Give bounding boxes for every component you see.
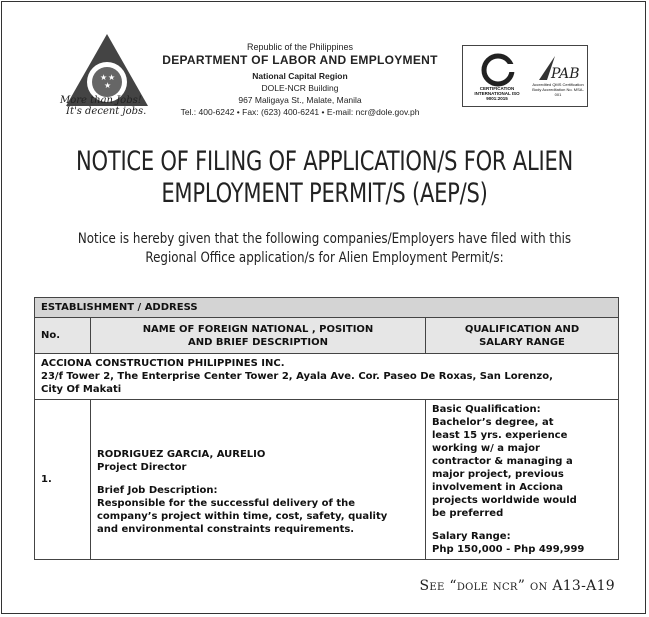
footer-see: See <box>419 578 445 594</box>
brief-description-line-2: company’s project within time, cost, safety, quality <box>97 511 388 522</box>
intro-line-2: Regional Office application/s for Alien Employment Permit/s: <box>145 250 504 266</box>
aep-table <box>34 297 619 560</box>
qualification-line-4: contractor & managing a <box>432 456 573 467</box>
qualification-line-7: projects worldwide would <box>432 495 577 506</box>
column-qual-line-1: QUALIFICATION AND <box>464 323 580 335</box>
brief-description-label: Brief Job Description: <box>97 485 218 496</box>
svg-text:★: ★ <box>104 81 112 90</box>
qualification-line-6: involvement in Acciona <box>432 482 564 493</box>
establishment-header-row <box>35 298 619 318</box>
column-qual-line-2: SALARY RANGE <box>479 336 565 348</box>
establishment-header: ESTABLISHMENT / ADDRESS <box>35 298 619 318</box>
column-name <box>91 318 426 354</box>
column-name-line-2: AND BRIEF DESCRIPTION <box>188 336 328 348</box>
region-name: National Capital Region <box>252 71 348 81</box>
qualification-cell <box>426 400 619 560</box>
tagline-line-1: More than Jobs! <box>60 95 142 106</box>
notice-intro <box>58 230 590 268</box>
qualification-label: Basic Qualification: <box>432 404 541 415</box>
company-row <box>35 354 619 400</box>
column-header-row <box>35 318 619 354</box>
company-cell <box>35 354 619 400</box>
salary-range-value: Php 150,000 - Php 499,999 <box>432 544 585 555</box>
letterhead <box>0 0 649 130</box>
iso-cert-text: CERTIFICATION INTERNATIONAL ISO 9001:2015 <box>474 86 520 101</box>
table-row <box>35 400 619 560</box>
column-qualification <box>426 318 619 354</box>
name-position-cell <box>91 400 426 560</box>
qualification-line-1: Bachelor’s degree, at <box>432 417 554 428</box>
intro-line-1: Notice is hereby given that the following companies/Employers have filed with this <box>77 231 572 247</box>
svg-text:PAB: PAB <box>551 66 580 82</box>
column-name-line-1: NAME OF FOREIGN NATIONAL , POSITION <box>142 323 374 335</box>
tagline-line-2: It's decent jobs. <box>66 106 147 117</box>
notice-title-line-2: EMPLOYMENT PERMIT/S (AEP/S) <box>161 178 488 209</box>
svg-text:★: ★ <box>100 73 108 82</box>
footer-pages: A13-A19 <box>552 578 615 594</box>
building-name: DOLE-NCR Building <box>261 83 339 93</box>
address-text: 967 Maligaya St., Malate, Manila <box>238 95 362 105</box>
column-no: No. <box>35 318 91 354</box>
salary-range-label: Salary Range: <box>432 531 511 542</box>
pab-cert-text: Accredited QMS Certification Body Accreditation No. MSA-001 <box>532 82 584 97</box>
footer-ref: “dole ncr” <box>449 578 526 594</box>
footer-on: on <box>529 578 548 594</box>
logo-tagline <box>60 95 160 117</box>
qualification-line-3: working w/ a major <box>432 443 540 454</box>
brief-description-line-1: Responsible for the successful delivery of the <box>97 498 356 509</box>
qualification-line-2: least 15 yrs. experience <box>432 430 568 441</box>
qualification-line-5: major project, previous <box>432 469 564 480</box>
qualification-line-8: be preferred <box>432 508 504 519</box>
row-number: 1. <box>35 400 91 560</box>
continuation-note <box>420 578 616 594</box>
contact-text: Tel.: 400-6242 • Fax: (623) 400-6241 • E-mail: ncr@dole.gov.ph <box>180 107 420 117</box>
svg-text:★: ★ <box>108 73 116 82</box>
brief-description-line-3: and environmental constraints requirements. <box>97 524 355 535</box>
company-name: ACCIONA CONSTRUCTION PHILIPPINES INC. <box>41 358 285 369</box>
notice-title <box>71 146 577 210</box>
notice-title-line-1: NOTICE OF FILING OF APPLICATION/S FOR ALIEN <box>75 146 574 177</box>
republic-text: Republic of the Philippines <box>246 42 354 52</box>
pab-accreditation-icon <box>533 54 583 84</box>
position-title: Project Director <box>97 462 187 473</box>
company-address-line-2: City Of Makati <box>41 384 122 395</box>
agency-block <box>150 42 450 117</box>
certification-badges <box>462 45 588 107</box>
department-name: DEPARTMENT OF LABOR AND EMPLOYMENT <box>162 53 438 67</box>
foreign-national-name: RODRIGUEZ GARCIA, AURELIO <box>97 449 266 460</box>
company-address-line-1: 23/f Tower 2, The Enterprise Center Tower 2, Ayala Ave. Cor. Paseo De Roxas, San Lorenzo, <box>41 371 553 382</box>
